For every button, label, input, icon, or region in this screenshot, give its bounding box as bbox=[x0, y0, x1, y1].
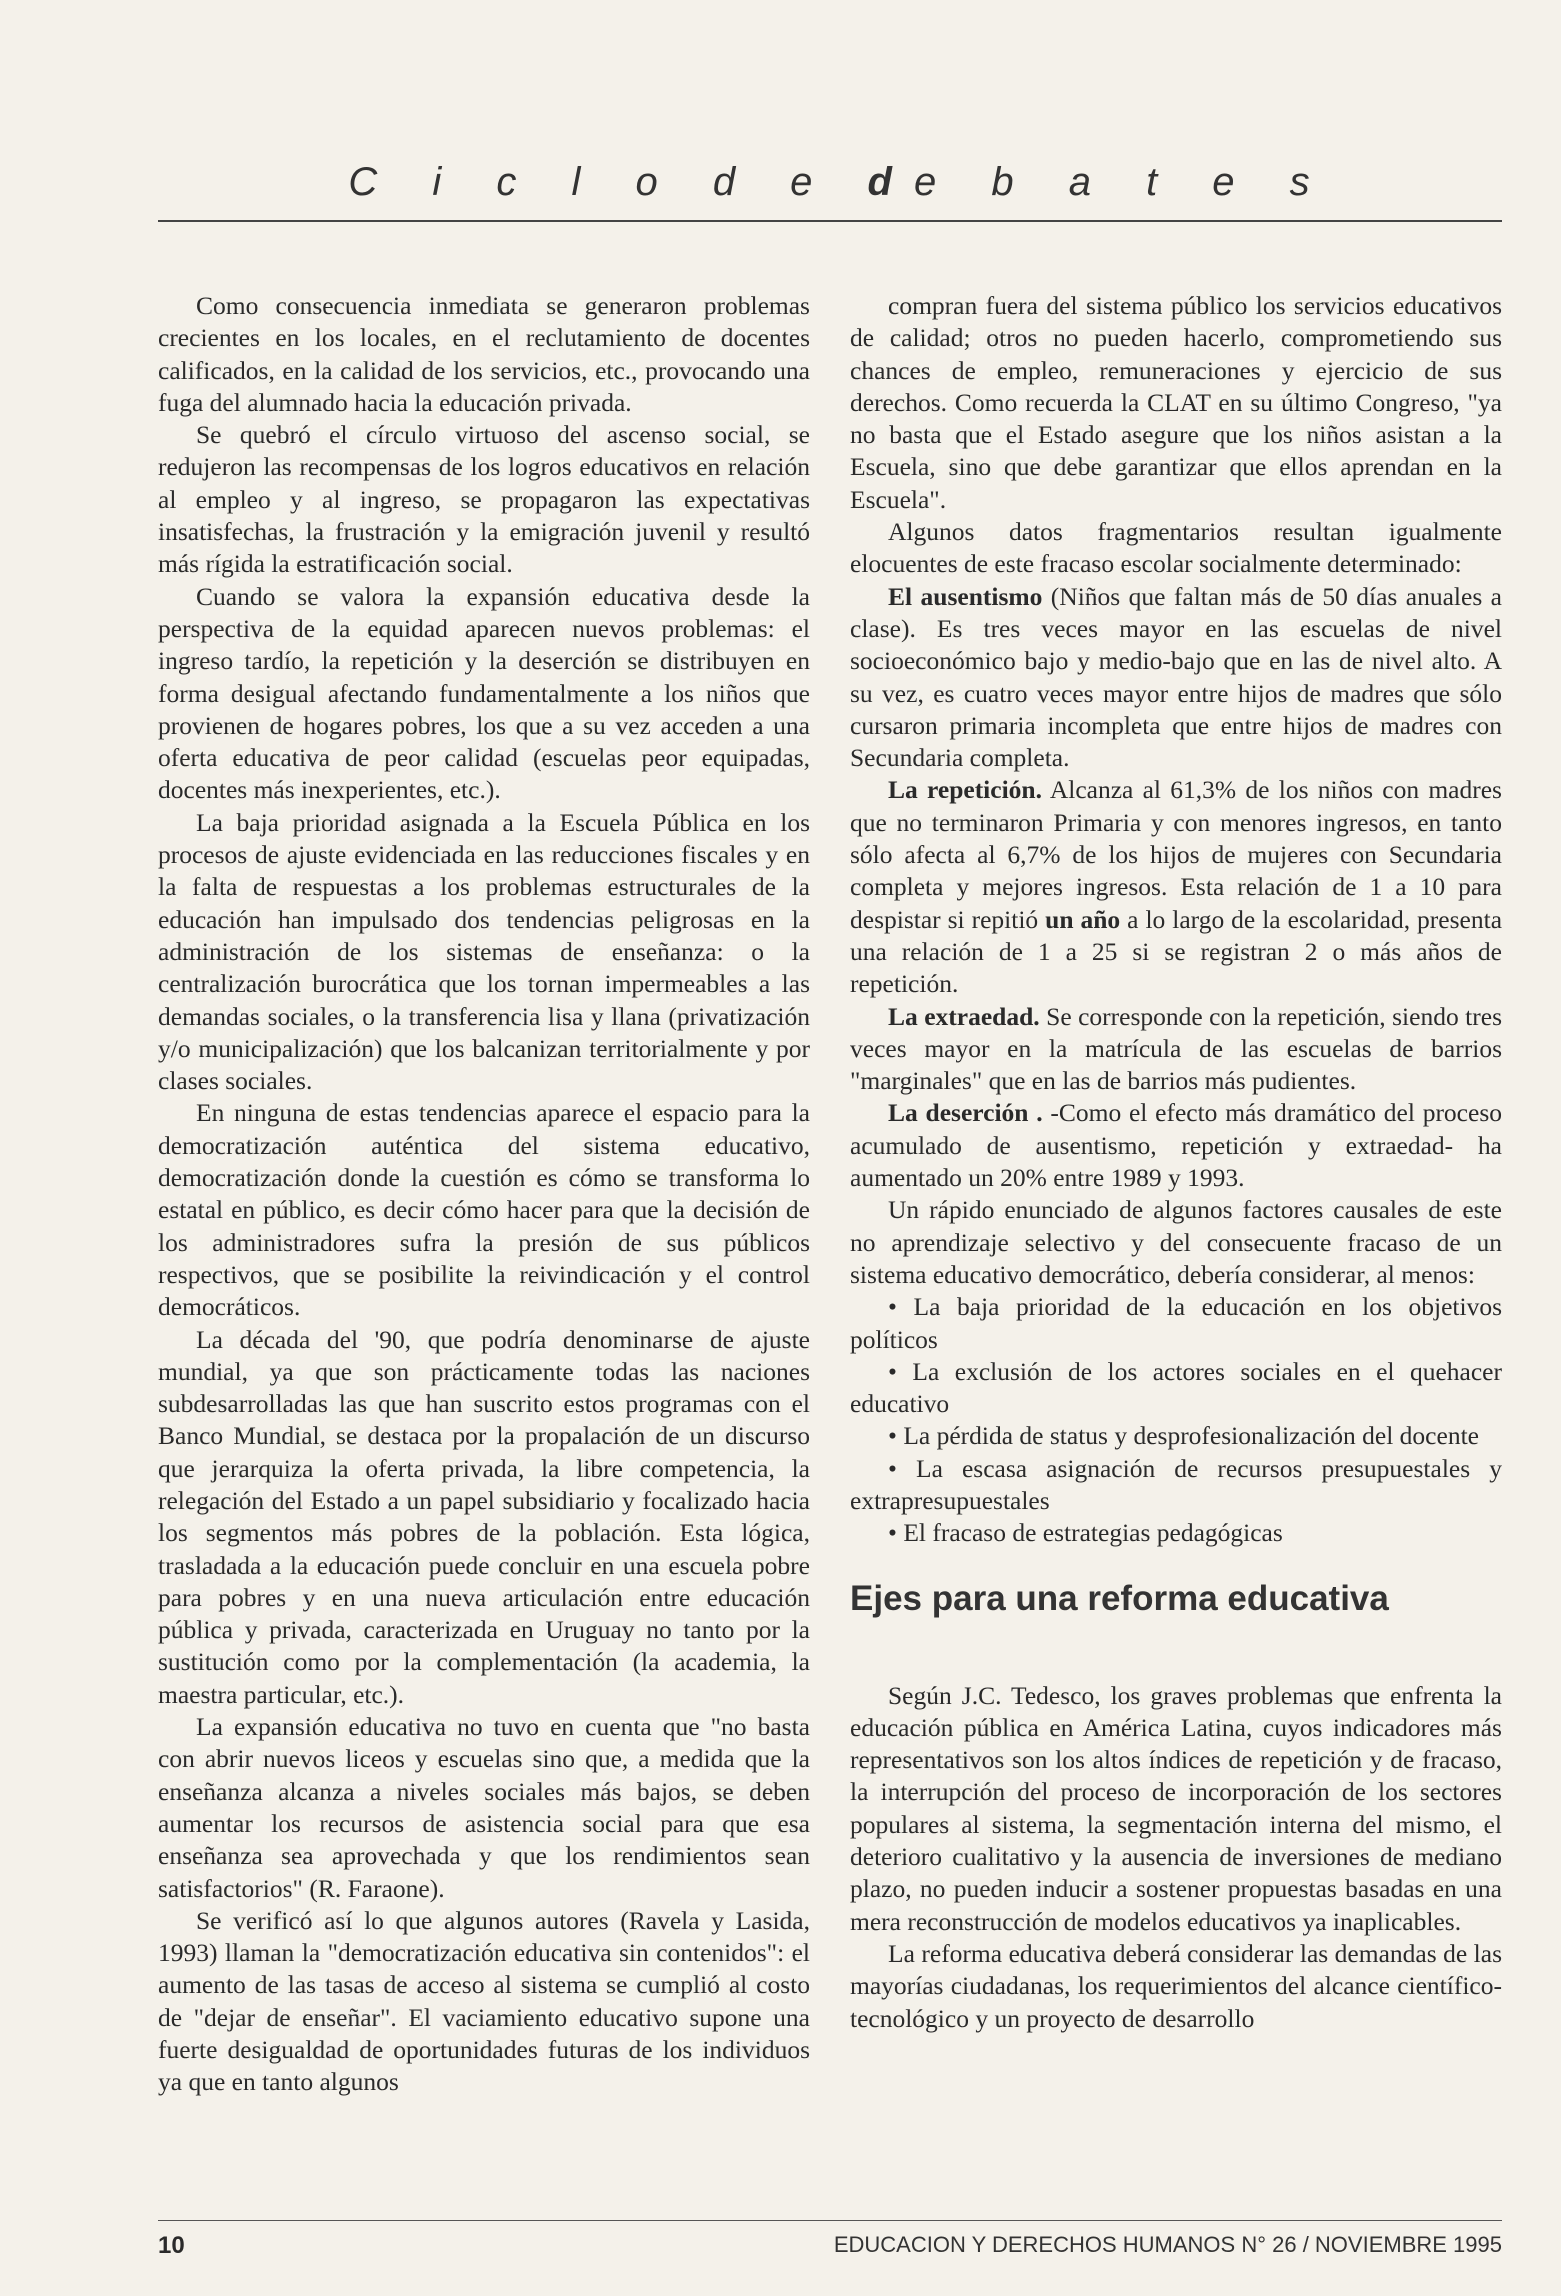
ausentismo-paragraph: El ausentismo (Niños que faltan más de 50 días anuales a clase). Es tres veces mayor en las escuelas de nivel socioeconómico bajo y medio-bajo que en las de nivel alto. A su vez, es cuatro veces mayor entre hijos de madres que sólo cursaron primaria incompleta que entre hijos de madres con Secundaria completa. bbox=[850, 581, 1502, 773]
paragraph: La reforma educativa deberá considerar las demandas de las mayorías ciudadanas, los requerimientos del alcance científico-tecnológico y un proyecto de desarrollo bbox=[850, 1938, 1502, 2033]
journal-info: EDUCACION Y DERECHOS HUMANOS N° 26 / NOVIEMBRE 1995 bbox=[833, 2232, 1502, 2257]
factor-list bbox=[850, 1291, 1502, 1549]
list-item: • La exclusión de los actores sociales en el quehacer educativo bbox=[850, 1356, 1502, 1421]
paragraph: La expansión educativa no tuvo en cuenta que "no basta con abrir nuevos liceos y escuelas sino que, a medida que la enseñanza alcanza a niveles sociales más bajos, se deben aumentar los recursos de asistencia social para que esa enseñanza sea aprovechada y que los rendimientos sean satisfactorios" (R. Faraone). bbox=[158, 1712, 810, 1903]
footer-rule bbox=[158, 2220, 1502, 2221]
list-item: • El fracaso de estrategias pedagógicas bbox=[850, 1517, 1502, 1549]
paragraph: Cuando se valora la expansión educativa desde la perspectiva de la equidad aparecen nuevos problemas: el ingreso tardío, la repetición y la deserción se distribuyen en forma desigual afectando fundamentalmente a los niños que provienen de hogares pobres, los que a su vez acceden a una oferta educativa de peor calidad (escuelas peor equipadas, docentes más inexperientes, etc.). bbox=[158, 581, 810, 805]
list-item: • La pérdida de status y desprofesionalización del docente bbox=[850, 1420, 1502, 1452]
repeticion-paragraph: La repetición. Alcanza al 61,3% de los niños con madres que no terminaron Primaria y con menores ingresos, en tanto sólo afecta al 6,7% de los hijos de mujeres con Secundaria completa y mejores ingresos. Esta relación de 1 a 10 para despistar si repitió un año a lo largo de la escolaridad, presenta una relación de 1 a 25 si se registran 2 o más años de repetición. bbox=[850, 775, 1503, 999]
paragraph: Se quebró el círculo virtuoso del ascenso social, se redujeron las recompensas de los logros educativos en relación al empleo y al ingreso, se propagaron las expectativas insatisfechas, la frustración y la emigración juvenil y resultó más rígida la estratificación social. bbox=[158, 420, 810, 579]
paragraph: Se verificó así lo que algunos autores (Ravela y Lasida, 1993) llaman la "democratización educativa sin contenidos": el aumento de las tasas de acceso al sistema se cumplió al costo de "dejar de enseñar". El vaciamiento educativo supone una fuerte desigualdad de oportunidades futuras de los individuos ya que en tanto algunos bbox=[158, 1905, 810, 2097]
header-rule bbox=[158, 220, 1502, 222]
page-header bbox=[158, 160, 1502, 205]
desercion-label: La deserción . bbox=[888, 1098, 1043, 1128]
list-item: • La escasa asignación de recursos presupuestales y extrapresupuestales bbox=[850, 1453, 1502, 1518]
paragraph: Algunos datos fragmentarios resultan igualmente elocuentes de este fracaso escolar socialmente determinado: bbox=[850, 517, 1502, 579]
section-heading: Ejes para una reforma educativa bbox=[850, 1578, 1389, 1618]
paragraph: Un rápido enunciado de algunos factores causales de este no aprendizaje selectivo y del consecuente fracaso de un sistema educativo democrático, debería considerar, al menos: bbox=[850, 1195, 1502, 1289]
page-number: 10 bbox=[158, 2232, 185, 2259]
extraedad-label: La extraedad. bbox=[888, 1001, 1040, 1031]
paragraph: La década del '90, que podría denominarse de ajuste mundial, ya que son prácticamente todas las naciones subdesarrolladas las que han suscrito estos programas con el Banco Mundial, se destaca por la propalación de un discurso que jerarquiza la oferta privada, la libre competencia, la relegación del Estado a un papel subsidiario y focalizado hacia los segmentos más pobres de la población. Esta lógica, trasladada a la educación puede concluir en una escuela pobre para pobres y en una nueva articulación entre educación pública y privada, caracterizada en Uruguay no tanto por la sustitución como por la complementación (la academia, la maestra particular, etc.). bbox=[158, 1324, 810, 1709]
paragraph: compran fuera del sistema público los servicios educativos de calidad; otros no pueden hacerlo, comprometiendo sus chances de empleo, remuneraciones y ejercicio de sus derechos. Como recuerda la CLAT en su último Congreso, "ya no basta que el Estado asegure que los niños asistan a la Escuela, sino que debe garantizar que ellos aprendan en la Escuela". bbox=[850, 291, 1502, 514]
paragraph: Como consecuencia inmediata se generaron problemas crecientes en los locales, en el reclutamiento de docentes calificados, en la calidad de los servicios, etc., provocando una fuga del alumnado hacia la educación privada. bbox=[158, 291, 810, 417]
paragraph: En ninguna de estas tendencias aparece el espacio para la democratización auténtica del sistema educativo, democratización donde la cuestión es cómo se transforma lo estatal en público, es decir cómo hacer para que la decisión de los administradores sufra la presión de sus públicos respectivos, que se posibilite la reivindicación y el control democráticos. bbox=[158, 1098, 810, 1322]
repeticion-label: La repetición. bbox=[888, 775, 1042, 805]
extraedad-paragraph: La extraedad. Se corresponde con la repetición, siendo tres veces mayor en la matrícula de las escuelas de barrios "marginales" que en las de barrios más pudientes. bbox=[850, 1001, 1502, 1096]
left-column bbox=[158, 290, 810, 2099]
ausentismo-label: El ausentismo bbox=[888, 581, 1043, 611]
paragraph: Según J.C. Tedesco, los graves problemas que enfrenta la educación pública en América Latina, cuyos indicadores más representativos son los altos índices de repetición y de fracaso, la interrupción del proceso de incorporación de los sectores populares al sistema, la segmentación interna del mismo, el deterioro cualitativo y la ausencia de inversiones de mediano plazo, no pueden inducir a sostener propuestas basadas en una mera reconstrucción de modelos educativos ya inaplicables. bbox=[850, 1680, 1502, 1936]
right-column bbox=[850, 290, 1502, 2035]
desercion-paragraph: La deserción . -Como el efecto más dramático del proceso acumulado de ausentismo, repetición y extraedad- ha aumentado un 20% entre 1989 y 1993. bbox=[850, 1098, 1502, 1193]
paragraph: La baja prioridad asignada a la Escuela Pública en los procesos de ajuste evidenciada en las reducciones fiscales y en la falta de respuestas a los problemas estructurales de la educación han impulsado dos tendencias peligrosas en la administración de los sistemas de enseñanza: o la centralización burocrática que los tornan impermeables a las demandas sociales, o la transferencia lisa y llana (privatización y/o municipalización) que los balcanizan territorialmente y por clases sociales. bbox=[158, 807, 810, 1096]
section-title: C i c l o d e de b a t e s bbox=[348, 160, 1332, 204]
list-item: • La baja prioridad de la educación en los objetivos políticos bbox=[850, 1291, 1502, 1356]
